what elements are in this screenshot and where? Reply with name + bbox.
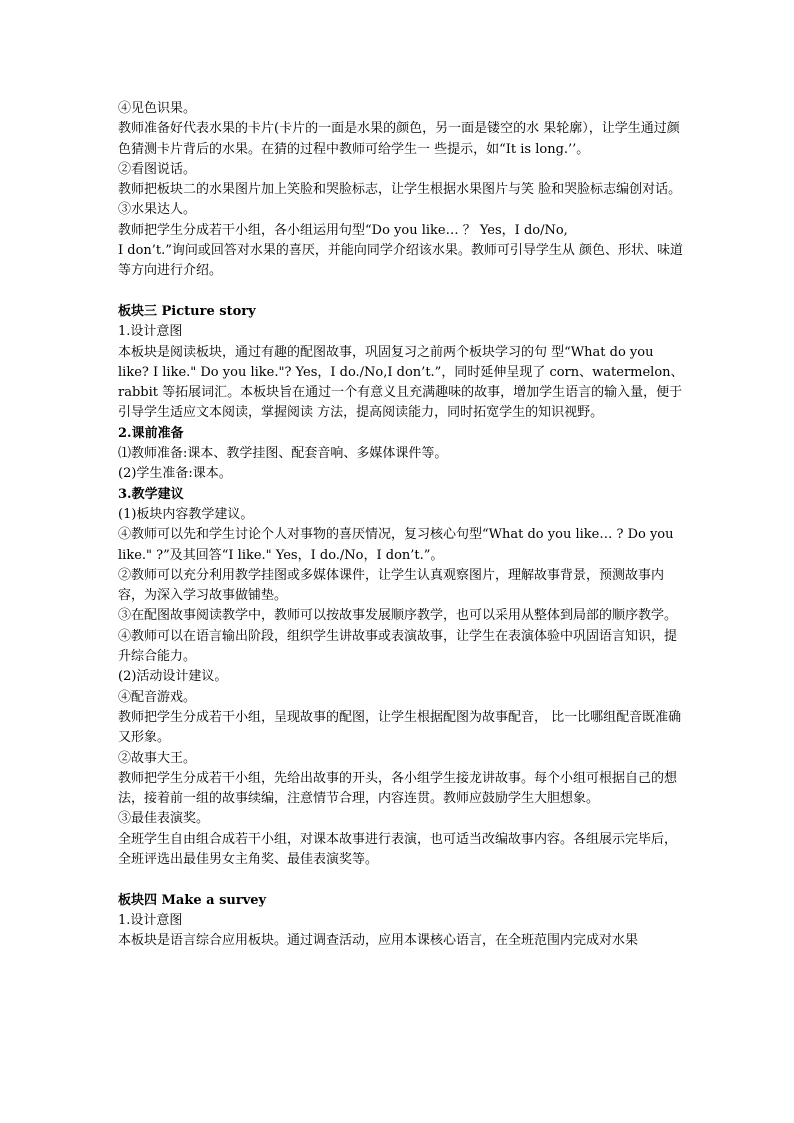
blank-line: [118, 870, 684, 890]
paragraph: ④教师可以在语言输出阶段，组织学生讲故事或表演故事，让学生在表演体验中巩固语言知识，提升综合能力。: [118, 628, 678, 665]
paragraph: ②教师可以充分利用教学挂图或多媒体课件，让学生认真观察图片，理解故事背景，预测故事内容，为深入学习故事做铺垫。: [118, 567, 665, 604]
paragraph: 教师把板块二的水果图片加上笑脸和哭脸标志，让学生根据水果图片与笑 脸和哭脸标志编创对话。: [118, 182, 682, 198]
paragraph: ②故事大王。: [118, 750, 197, 766]
paragraph: 1.设计意图: [118, 324, 183, 340]
paragraph: ④见色识果。: [118, 101, 197, 116]
section-heading: 板块三 Picture story: [118, 303, 256, 319]
paragraph: I don’t.”询问或回答对水果的喜厌，并能向同学介绍该水果。教师可引导学生从 颜色、形状、味道等方向进行介绍。: [118, 243, 684, 279]
paragraph: 教师把学生分成若干小组，各小组运用句型“Do you like… ？ Yes，I do/No,: [118, 222, 568, 238]
paragraph: ③最佳表演奖。: [118, 811, 210, 827]
paragraph: (2)学生准备:课本。: [118, 466, 232, 482]
paragraph: 全班学生自由组合成若干小组，对课本故事进行表演，也可适当改编故事内容。各组展示完毕后，全班评选出最佳男女主角奖、最佳表演奖等。: [118, 831, 678, 867]
section-heading: 3.教学建议: [118, 486, 184, 502]
section-heading: 板块四 Make a survey: [118, 892, 267, 908]
paragraph: ③水果达人。: [118, 202, 197, 218]
paragraph: (1)板块内容教学建议。: [118, 506, 254, 522]
paragraph: ③在配图故事阅读教学中，教师可以按故事发展顺序教学，也可以采用从整体到局部的顺序教学。: [118, 608, 678, 624]
paragraph: 教师把学生分成若干小组，呈现故事的配图，让学生根据配图为故事配音， 比一比哪组配音既准确又形象。: [118, 709, 682, 746]
paragraph: 教师准备好代表水果的卡片(卡片的一面是水果的颜色，另一面是镂空的水 果轮廓），让学生通过颜色猜测卡片背后的水果。在猜的过程中教师可给学生一 些提示，如“It is long.’’。: [118, 121, 680, 157]
document-body: [118, 99, 684, 951]
paragraph: ⑴教师准备:课本、教学挂图、配套音响、多媒体课件等。: [118, 446, 448, 462]
paragraph: (2)活动设计建议。: [118, 669, 228, 685]
paragraph: ④教师可以先和学生讨论个人对事物的喜厌情况，复习核心句型“What do you like… ? Do you like." ?”及其回答“I like." Yes，I do./No，I don’t.”。: [118, 527, 674, 563]
paragraph: 1.设计意图: [118, 912, 183, 928]
paragraph: 教师把学生分成若干小组，先给出故事的开头，各小组学生接龙讲故事。每个小组可根据自己的想法，接着前一组的故事续编，注意情节合理，内容连贯。教师应鼓励学生大胆想象。: [118, 770, 678, 807]
paragraph: ②看图说话。: [118, 161, 197, 177]
section-heading: 2.课前准备: [118, 425, 184, 441]
paragraph: 本板块是阅读板块，通过有趣的配图故事，巩固复习之前两个板块学习的句 型“What do you like? I like." Do you like."? Yes，I do./No,I don’t.”，同时延伸呈现了 corn、watermelon、rabbit 等拓展词汇。本板块旨在通过一个有意义且充满趣味的故事，增加学生语言的输入量，便于引导学生适应文本阅读，掌握阅读 方法，提高阅读能力，同时拓宽学生的知识视野。: [118, 344, 684, 421]
paragraph: ④配音游戏。: [118, 689, 197, 705]
paragraph: 本板块是语言综合应用板块。通过调查活动，应用本课核心语言，在全班范围内完成对水果: [118, 933, 639, 949]
blank-line: [118, 282, 684, 302]
